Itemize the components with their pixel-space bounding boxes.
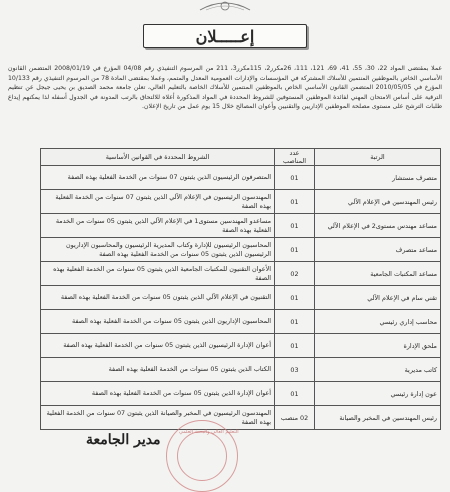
rank-cell: مساعد متصرف bbox=[315, 238, 441, 262]
positions-cell: 01 bbox=[275, 310, 315, 334]
positions-cell: 01 bbox=[275, 238, 315, 262]
rank-cell: متصرف مستشار bbox=[315, 166, 441, 190]
positions-cell: 01 bbox=[275, 190, 315, 214]
conditions-cell: أعوان الإدارة الذين يثبتون 05 سنوات من الخدمة الفعلية بهذه الصفة bbox=[41, 382, 275, 406]
conditions-cell: المحاسبون الإداريون الذين يثبتون 05 سنوات من الخدمة الفعلية بهذه الصفة bbox=[41, 310, 275, 334]
positions-cell: 03 bbox=[275, 358, 315, 382]
conditions-cell: التقنيون في الإعلام الآلي الذين يثبتون 05 سنوات من الخدمة الفعلية بهذه الصفة bbox=[41, 286, 275, 310]
table-row bbox=[41, 262, 441, 286]
table-row bbox=[41, 214, 441, 238]
intro-line: عملا بمقتضى المواد 22، 30، 55، 41، 69، 121، 111، 26مكرر2، 115مكرر3، 211 من المرسوم التنفيذي رقم 04/08 المؤرخ في 2008/01/19 bbox=[54, 65, 443, 72]
conditions-cell: الأعوان التقنيون للمكتبات الجامعية الذين يثبتون 05 سنوات من الخدمة الفعلية بهذه الصفة bbox=[41, 262, 275, 286]
positions-cell: 02 منصب bbox=[275, 406, 315, 430]
rank-cell: كاتب مديرية bbox=[315, 358, 441, 382]
positions-cell: 01 bbox=[275, 286, 315, 310]
stamp-text: التعليم العالي والبحث العلمي bbox=[179, 429, 239, 435]
table-row bbox=[41, 334, 441, 358]
rank-cell: تقني سام في الإعلام الآلي bbox=[315, 286, 441, 310]
table-row bbox=[41, 310, 441, 334]
conditions-cell: مساعدو المهندسين مستوى1 في الإعلام الآلي الذين يثبتون 05 سنوات من الخدمة الفعلية بهذه الصفة bbox=[41, 214, 275, 238]
stamp-inner-ring bbox=[177, 431, 227, 481]
positions-cell: 01 bbox=[275, 214, 315, 238]
table-row bbox=[41, 238, 441, 262]
header-positions: عدد المناصب bbox=[275, 149, 315, 166]
table-header-row bbox=[41, 149, 441, 166]
table-row bbox=[41, 358, 441, 382]
table-row bbox=[41, 382, 441, 406]
conditions-cell: المهندسون الرئيسيون في المخبر والصيانة الذين يثبتون 07 سنوات من الخدمة الفعلية بهذه الصفة bbox=[41, 406, 275, 430]
table-row bbox=[41, 286, 441, 310]
signature-title: مدير الجامعة bbox=[86, 432, 161, 448]
coat-of-arms-icon bbox=[196, 0, 254, 12]
positions-cell: 01 bbox=[275, 334, 315, 358]
conditions-cell: المحاسبون الرئيسيون للإدارة وكتاب المديرية الرئيسيون والمحاسبون الإداريون الرئيسيون الذين يثبتون 05 سنوات من الخدمة الفعلية بهذه الصفة bbox=[41, 238, 275, 262]
rank-cell: مساعد المكتبات الجامعية bbox=[315, 262, 441, 286]
conditions-cell: المتصرفون الرئيسيون الذين يثبتون 07 سنوات من الخدمة الفعلية بهذه الصفة bbox=[41, 166, 275, 190]
rank-cell: محاسب إداري رئيسي bbox=[315, 310, 441, 334]
rank-cell: ملحق الإدارة bbox=[315, 334, 441, 358]
header-rank: الرتبة bbox=[315, 149, 441, 166]
page-title: إعـــــلان bbox=[143, 24, 307, 48]
conditions-cell: الكتاب الذين يثبتون 05 سنوات من الخدمة الفعلية بهذه الصفة bbox=[41, 358, 275, 382]
positions-cell: 01 bbox=[275, 166, 315, 190]
official-stamp bbox=[166, 420, 238, 492]
table-row bbox=[41, 166, 441, 190]
intro-line: المواد المذكورة أعلاه للالتحاق بالرتب المدونة في الجدول أسفله لذا يمكنهم إيداع طلبات الترشح على مستوى مصلحة الموظفين الإداريين والتقنيين bbox=[8, 93, 442, 111]
intro-line: المتضمن القانون الأساسي الخاص بالموظفين المنتمين للأسلاك المشتركة في المؤسسات والإدارات العمومية المعدل والمتمم، وعملا بمقتضى المادة 78 bbox=[8, 65, 442, 82]
intro-line: العالي، تعلن جامعة محمد الصديق بن يحيى جيجل عن تنظيم الترقية على أساس الامتحان المهني لفائدة الموظفين المستوفين للشروط المحددة في bbox=[8, 84, 443, 101]
positions-cell: 02 bbox=[275, 262, 315, 286]
table-row bbox=[41, 406, 441, 430]
rank-cell: عون إدارة رئيسي bbox=[315, 382, 441, 406]
header-conditions: الشروط المحددة في القوانين الأساسية bbox=[41, 149, 275, 166]
conditions-cell: أعوان الإدارة الرئيسيون الذين يثبتون 05 سنوات من الخدمة الفعلية بهذه الصفة bbox=[41, 334, 275, 358]
conditions-cell: المهندسون الرئيسيون في الإعلام الآلي الذين يثبتون 07 سنوات من الخدمة الفعلية بهذه الصفة bbox=[41, 190, 275, 214]
promotion-table bbox=[40, 148, 441, 430]
intro-line: من المرسوم التنفيذي رقم 10/133 المؤرخ في 2010/05/05 المتضمن القانون الأساسي الخاص بالموظفين المنتمين للأسلاك الخاصة بالتعليم bbox=[8, 74, 442, 92]
rank-cell: مساعد مهندس مستوى2 في الإعلام الآلي bbox=[315, 214, 441, 238]
intro-paragraph bbox=[8, 64, 442, 112]
rank-cell: رئيس المهندسين في الإعلام الآلي bbox=[315, 190, 441, 214]
rank-cell: رئيس المهندسين في المخبر والصيانة bbox=[315, 406, 441, 430]
intro-line: وأعوان المصالح خلال 15 يوم عمل من تاريخ الإعلان. bbox=[142, 103, 277, 111]
positions-cell: 01 bbox=[275, 382, 315, 406]
table-row bbox=[41, 190, 441, 214]
